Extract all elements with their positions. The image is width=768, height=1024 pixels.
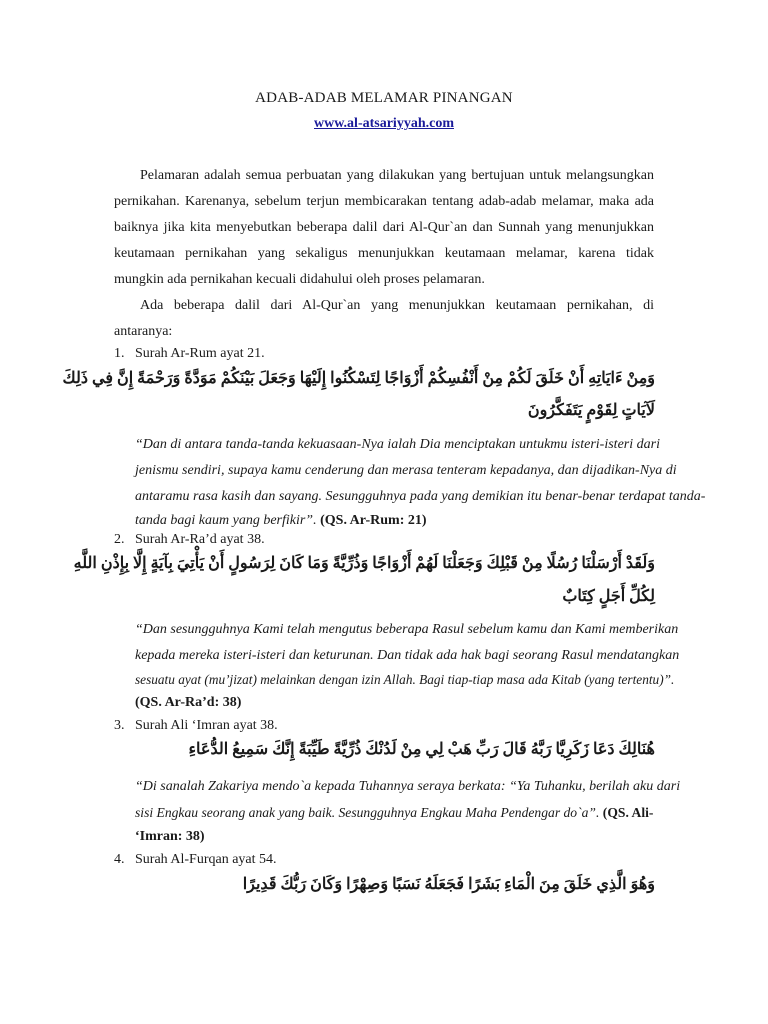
verse-label: Surah Al-Furqan ayat 54. bbox=[135, 852, 277, 867]
intro-line: Pelamaran adalah semua perbuatan yang dilakukan yang bertujuan untuk melangsungkan bbox=[140, 168, 654, 183]
website-link-line bbox=[0, 116, 768, 132]
arabic-verse-line: لِكُلِّ أَجَلٍ كِتَابٌ bbox=[562, 588, 655, 605]
arabic-verse-line: وَهُوَ الَّذِي خَلَقَ مِنَ الْمَاءِ بَشَرًا فَجَعَلَهُ نَسَبًا وَصِهْرًا وَكَانَ رَبُّكَ قَدِيرًا bbox=[242, 876, 655, 893]
list-number: 3. bbox=[114, 718, 125, 733]
translation-line bbox=[135, 824, 655, 850]
verse-label: Surah Ar-Ra’d ayat 38. bbox=[135, 532, 265, 547]
translation-text: tanda bagi kaum yang berfikir”. bbox=[135, 513, 317, 528]
translation-line bbox=[135, 690, 655, 716]
intro-line: mungkin ada pernikahan kecuali didahului oleh proses pelamaran. bbox=[114, 272, 485, 287]
intro-line: antaranya: bbox=[114, 324, 173, 339]
translation-line: kepada mereka isteri-isteri dan keturunan. Dan tidak ada hak bagi seorang Rasul mendatangkan bbox=[135, 648, 680, 663]
translation-line: “Dan sesungguhnya Kami telah mengutus beberapa Rasul sebelum kamu dan Kami memberikan bbox=[135, 622, 679, 637]
document-title: ADAB-ADAB MELAMAR PINANGAN bbox=[255, 90, 513, 106]
translation-line: jenismu sendiri, supaya kamu cenderung dan merasa tenteram kepadanya, dan dijadikan-Nya di bbox=[135, 463, 677, 478]
list-number: 4. bbox=[114, 852, 125, 867]
arabic-verse-line: وَلَقَدْ أَرْسَلْنَا رُسُلًا مِنْ قَبْلِكَ وَجَعَلْنَا لَهُمْ أَزْوَاجًا وَذُرِّيَّةً وَمَا كَانَ لِرَسُولٍ أَنْ يَأْتِيَ بِآيَةٍ إِلَّا بِإِذْنِ اللَّهِ bbox=[73, 555, 655, 572]
website-link[interactable]: www.al-atsariyyah.com bbox=[314, 116, 454, 131]
list-number: 2. bbox=[114, 532, 125, 547]
verse-label: Surah Ali ‘Imran ayat 38. bbox=[135, 718, 278, 733]
translation-line bbox=[135, 800, 655, 826]
translation-line: antaramu rasa kasih dan sayang. Sesungguhnya pada yang demikian itu benar-benar terdapat tanda- bbox=[135, 489, 706, 504]
arabic-verse-line: لَآيَاتٍ لِقَوْمٍ يَتَفَكَّرُونَ bbox=[527, 402, 655, 419]
verse-reference: (QS. Ar-Rum: 21) bbox=[320, 513, 427, 528]
translation-line bbox=[135, 508, 655, 534]
arabic-verse-line: هُنَالِكَ دَعَا زَكَرِيَّا رَبَّهُ قَالَ رَبِّ هَبْ لِي مِنْ لَدُنْكَ ذُرِّيَّةً طَيِّبَةً إِنَّكَ سَمِيعُ الدُّعَاءِ bbox=[188, 741, 655, 758]
verse-label: Surah Ar-Rum ayat 21. bbox=[135, 346, 265, 361]
verse-reference: (QS. Ali- bbox=[602, 805, 654, 820]
translation-line: “Dan di antara tanda-tanda kekuasaan-Nya ialah Dia menciptakan untukmu isteri-isteri dari bbox=[135, 437, 660, 452]
intro-line: pernikahan. Karenanya, sebelum terjun membicarakan tentang adab-adab melamar, maka ada bbox=[114, 194, 654, 209]
list-number: 1. bbox=[114, 346, 125, 361]
translation-text: sisi Engkau seorang anak yang baik. Sesungguhnya Engkau Maha Pendengar do`a”. bbox=[135, 805, 600, 820]
intro-line: keutamaan pernikahan yang sekaligus menunjukkan keutamaan melamar, karena tidak bbox=[114, 246, 654, 261]
translation-line: “Di sanalah Zakariya mendo`a kepada Tuhannya seraya berkata: “Ya Tuhanku, berilah aku dari bbox=[135, 779, 681, 794]
intro-line: baiknya jika kita menyebutkan beberapa dalil dari Al-Qur`an dan Sunnah yang menunjukkan bbox=[114, 220, 654, 235]
verse-reference-cont: ‘Imran: 38) bbox=[135, 829, 205, 844]
intro-line: Ada beberapa dalil dari Al-Qur`an yang menunjukkan keutamaan pernikahan, di bbox=[140, 298, 654, 313]
arabic-verse-line: وَمِنْ ءَايَاتِهِ أَنْ خَلَقَ لَكُمْ مِنْ أَنْفُسِكُمْ أَزْوَاجًا لِتَسْكُنُوا إِلَيْهَا وَجَعَلَ بَيْنَكُمْ مَوَدَّةً وَرَحْمَةً إِنَّ فِي ذَلِكَ bbox=[62, 370, 655, 387]
translation-line: sesuatu ayat (mu’jizat) melainkan dengan izin Allah. Bagi tiap-tiap masa ada Kitab (yang tertentu)”. bbox=[135, 672, 675, 687]
verse-reference: (QS. Ar-Ra’d: 38) bbox=[135, 695, 242, 710]
